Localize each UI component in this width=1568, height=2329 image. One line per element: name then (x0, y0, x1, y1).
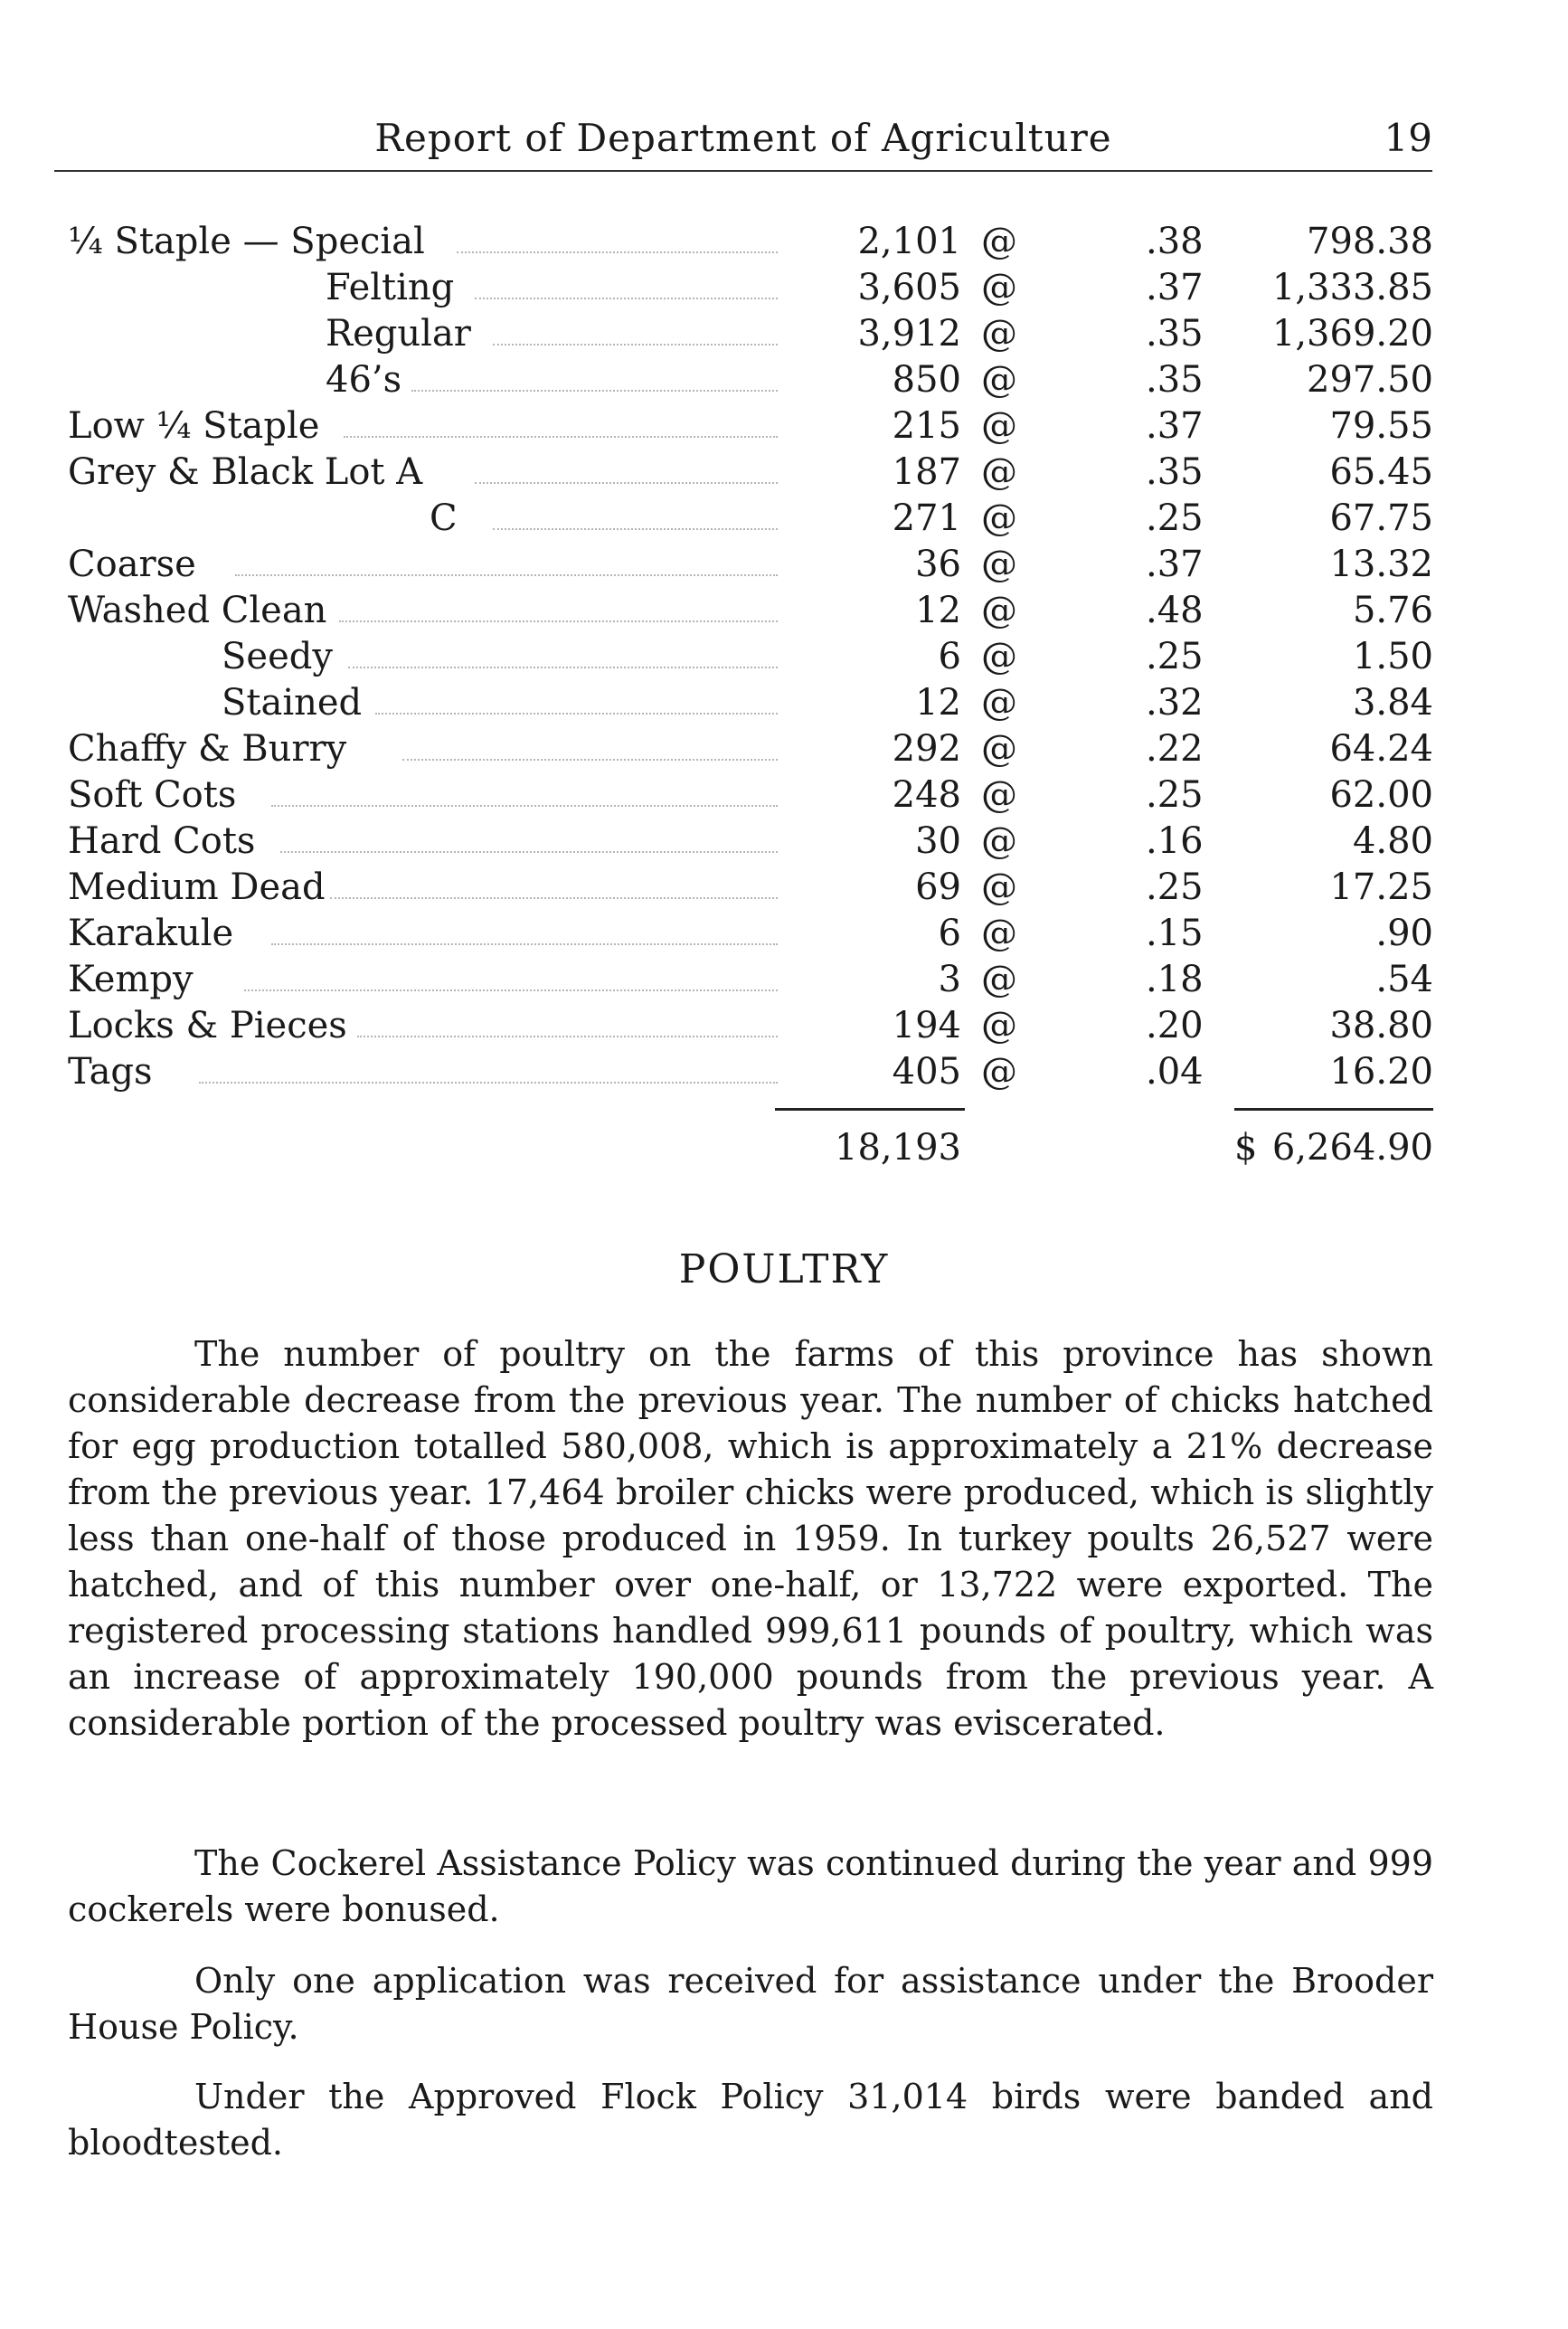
amount: 79.55 (1329, 405, 1433, 447)
amount: 4.80 (1352, 820, 1433, 862)
dot-leader (344, 434, 778, 438)
grade-label: Kempy (68, 959, 194, 1000)
table-row (68, 772, 1433, 819)
total-rules (68, 1095, 1433, 1121)
quantity: 850 (892, 359, 961, 401)
amount: 62.00 (1329, 774, 1433, 816)
grade-label: Grey & Black Lot A (68, 451, 423, 493)
quantity: 69 (915, 866, 961, 908)
table-row (68, 726, 1433, 772)
unit-price: .25 (1146, 497, 1204, 539)
total-amount: 6,264.90 (1271, 1127, 1433, 1169)
dot-leader (402, 757, 778, 761)
at-sign: @ (981, 544, 1017, 585)
amount: 65.45 (1329, 451, 1433, 493)
at-sign: @ (981, 913, 1017, 954)
paragraph: Under the Approved Flock Policy 31,014 birds were banded and bloodtested. (68, 2077, 1433, 2163)
table-row (68, 311, 1433, 357)
quantity: 3,912 (857, 313, 961, 355)
table-row (68, 865, 1433, 911)
table-row (68, 450, 1433, 496)
unit-price: .04 (1146, 1051, 1204, 1093)
dot-leader (357, 1034, 778, 1037)
table-row (68, 1049, 1433, 1095)
quantity: 187 (892, 451, 961, 493)
dot-leader (493, 526, 778, 530)
grade-label: ¼ Staple — Special (68, 221, 425, 262)
wool-grades-table (68, 219, 1433, 1175)
amount: 67.75 (1329, 497, 1433, 539)
dot-leader (375, 711, 778, 715)
grade-label: Stained (222, 682, 363, 724)
unit-price: .20 (1146, 1005, 1204, 1046)
amount: 38.80 (1329, 1005, 1433, 1046)
amount: 1.50 (1352, 636, 1433, 677)
grade-label: Locks & Pieces (68, 1005, 347, 1046)
total-row (68, 1121, 1433, 1175)
quantity: 6 (938, 636, 961, 677)
total-quantity: 18,193 (835, 1127, 961, 1169)
unit-price: .25 (1146, 866, 1204, 908)
unit-price: .22 (1146, 728, 1204, 770)
unit-price: .35 (1146, 359, 1204, 401)
at-sign: @ (981, 774, 1017, 816)
quantity: 271 (892, 497, 961, 539)
quantity: 12 (915, 590, 961, 631)
grade-label: Hard Cots (68, 820, 256, 862)
quantity: 405 (892, 1051, 961, 1093)
unit-price: .37 (1146, 405, 1204, 447)
at-sign: @ (981, 313, 1017, 355)
grade-label: Washed Clean (68, 590, 327, 631)
grade-label: Chaffy & Burry (68, 728, 347, 770)
quantity: 292 (892, 728, 961, 770)
table-row (68, 357, 1433, 403)
amount: 17.25 (1329, 866, 1433, 908)
quantity: 3 (938, 959, 961, 1000)
page-header (54, 116, 1432, 172)
quantity: 30 (915, 820, 961, 862)
table-row (68, 819, 1433, 865)
grade-label: Soft Cots (68, 774, 237, 816)
at-sign: @ (981, 1005, 1017, 1046)
table-row (68, 219, 1433, 265)
table-row (68, 542, 1433, 588)
unit-price: .25 (1146, 774, 1204, 816)
at-sign: @ (981, 728, 1017, 770)
grade-label: Karakule (68, 913, 234, 954)
at-sign: @ (981, 221, 1017, 262)
quantity: 215 (892, 405, 961, 447)
unit-price: .37 (1146, 267, 1204, 308)
amount: .54 (1375, 959, 1433, 1000)
dot-leader (457, 250, 778, 253)
amount: 5.76 (1352, 590, 1433, 631)
unit-price: .35 (1146, 451, 1204, 493)
at-sign: @ (981, 866, 1017, 908)
amount: 3.84 (1352, 682, 1433, 724)
currency-symbol: $ (1234, 1127, 1258, 1169)
amount: 64.24 (1329, 728, 1433, 770)
grade-label: Medium Dead (68, 866, 326, 908)
paragraph: The number of poultry on the farms of this province has shown considerable decrease from the previous year. The number of chicks hatched for egg production totalled 580,008, which is approximately a 21% decrease from the previous year. 17,464 broiler chicks were produced, which is slightly less than one-half of those produced in 1959. In turkey poults 26,527 were hatched, and of this number over one-half, or 13,722 were exported. The registered processing stations handled 999,611 pounds of poultry, which was an increase of approximately 190,000 pounds from the previous year. A considerable portion of the processed poultry was eviscerated. (68, 1334, 1433, 1743)
grade-label: Regular (326, 313, 471, 355)
amount: .90 (1375, 913, 1433, 954)
at-sign: @ (981, 820, 1017, 862)
at-sign: @ (981, 682, 1017, 724)
table-row (68, 680, 1433, 726)
at-sign: @ (981, 636, 1017, 677)
unit-price: .35 (1146, 313, 1204, 355)
amount: 297.50 (1307, 359, 1433, 401)
paragraph: The Cockerel Assistance Policy was continued during the year and 999 cockerels were bonused. (68, 1843, 1433, 1929)
amount: 1,369.20 (1271, 313, 1433, 355)
quantity-total-rule (775, 1108, 965, 1111)
quantity: 6 (938, 913, 961, 954)
at-sign: @ (981, 959, 1017, 1000)
page-number: 19 (1384, 116, 1432, 160)
table-row (68, 403, 1433, 450)
dot-leader (271, 942, 778, 945)
table-row (68, 911, 1433, 957)
section-heading: POULTRY (678, 1246, 890, 1292)
dot-leader (330, 895, 778, 899)
quantity: 36 (915, 544, 961, 585)
unit-price: .25 (1146, 636, 1204, 677)
dot-leader (475, 296, 778, 299)
at-sign: @ (981, 359, 1017, 401)
table-row (68, 265, 1433, 311)
grade-label: Coarse (68, 544, 196, 585)
quantity: 194 (892, 1005, 961, 1046)
quantity: 3,605 (857, 267, 961, 308)
at-sign: @ (981, 497, 1017, 539)
unit-price: .15 (1146, 913, 1204, 954)
unit-price: .16 (1146, 820, 1204, 862)
grade-label: Seedy (222, 636, 333, 677)
grade-label: Low ¼ Staple (68, 405, 320, 447)
unit-price: .48 (1146, 590, 1204, 631)
amount: 1,333.85 (1271, 267, 1433, 308)
dot-leader (475, 480, 778, 484)
grade-label: Tags (68, 1051, 153, 1093)
at-sign: @ (981, 1051, 1017, 1093)
running-title: Report of Department of Agriculture (374, 116, 1112, 160)
unit-price: .18 (1146, 959, 1204, 1000)
dot-leader (271, 803, 778, 807)
dot-leader (235, 573, 778, 576)
table-row (68, 957, 1433, 1003)
table-row (68, 634, 1433, 680)
table-row (68, 588, 1433, 634)
table-row (68, 1003, 1433, 1049)
dot-leader (493, 342, 778, 346)
table-row (68, 496, 1433, 542)
grade-label: Felting (326, 267, 455, 308)
dot-leader (348, 665, 778, 668)
at-sign: @ (981, 590, 1017, 631)
dot-leader (244, 988, 778, 991)
unit-price: .38 (1146, 221, 1204, 262)
dot-leader (339, 619, 778, 622)
grade-label: 46’s (326, 359, 402, 401)
amount: 16.20 (1329, 1051, 1433, 1093)
at-sign: @ (981, 451, 1017, 493)
dot-leader (411, 388, 778, 392)
at-sign: @ (981, 267, 1017, 308)
paragraph: Only one application was received for assistance under the Brooder House Policy. (68, 1961, 1433, 2047)
dot-leader (280, 849, 778, 853)
amount-total-rule (1234, 1108, 1433, 1111)
unit-price: .32 (1146, 682, 1204, 724)
amount: 13.32 (1329, 544, 1433, 585)
grade-label: C (430, 497, 458, 539)
amount: 798.38 (1307, 221, 1433, 262)
quantity: 2,101 (857, 221, 961, 262)
at-sign: @ (981, 405, 1017, 447)
dot-leader (199, 1080, 778, 1084)
quantity: 248 (892, 774, 961, 816)
quantity: 12 (915, 682, 961, 724)
unit-price: .37 (1146, 544, 1204, 585)
